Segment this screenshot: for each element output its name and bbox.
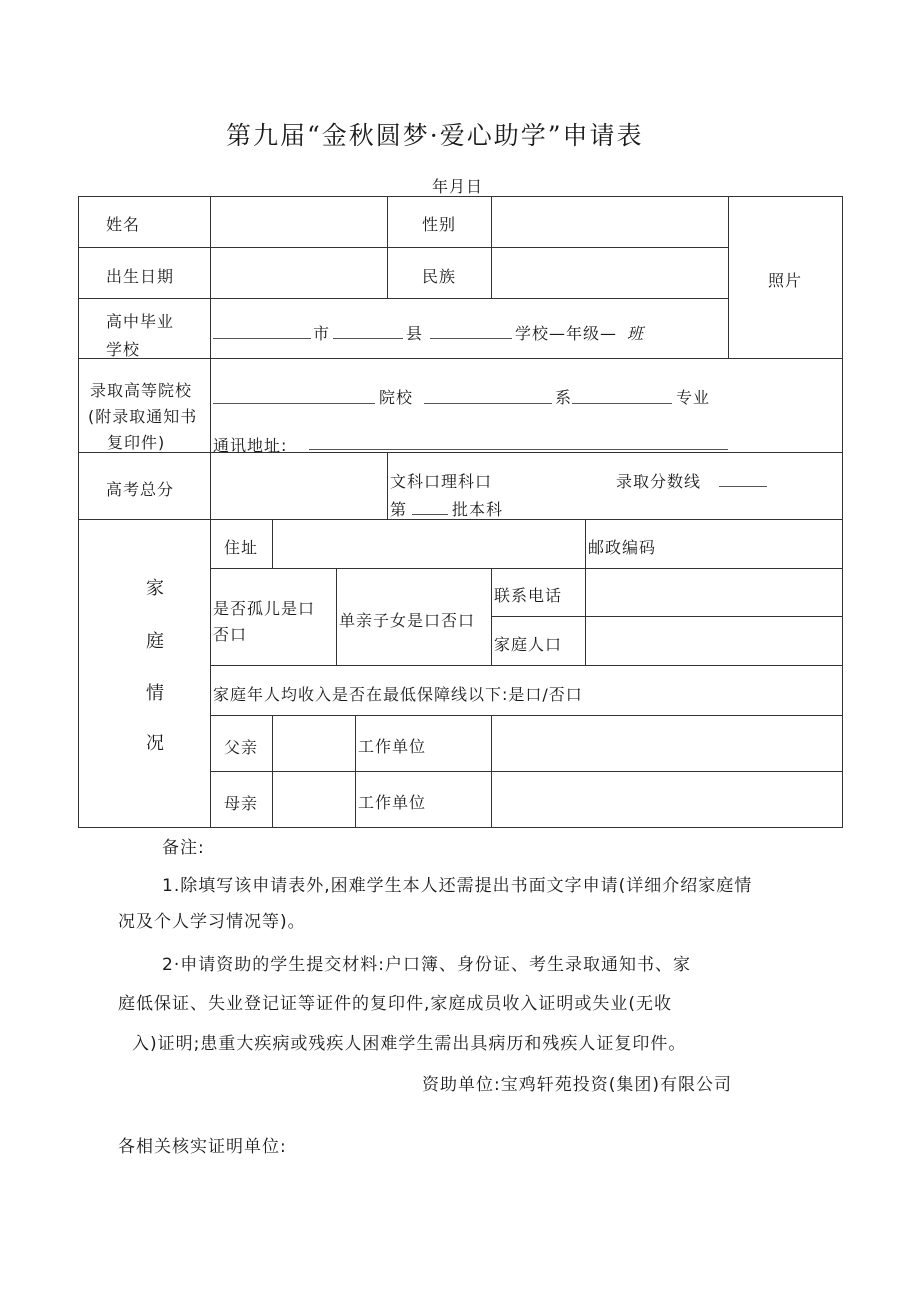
name-field[interactable] [212, 198, 385, 245]
note-2-line-1: 2·申请资助的学生提交材料:户口簿、身份证、考生录取通知书、家 [162, 955, 691, 975]
batch-blank[interactable] [412, 514, 448, 515]
major-blank[interactable] [572, 403, 672, 404]
phone-label: 联系电话 [494, 586, 563, 605]
family-label-char-3: 情 [146, 683, 165, 704]
mother-label: 母亲 [224, 794, 259, 813]
gender-field[interactable] [493, 198, 726, 245]
household-size-label: 家庭人口 [494, 635, 563, 654]
exam-score-field[interactable] [212, 454, 385, 517]
track-choice[interactable]: 文科口理科口 [390, 472, 493, 491]
admission-label: 录取高等院校 [90, 381, 193, 400]
exam-score-label: 高考总分 [106, 480, 175, 499]
note-2-line-2: 庭低保证、失业登记证等证件的复印件,家庭成员收入证明或失业(无收 [118, 994, 673, 1014]
name-label: 姓名 [106, 215, 141, 234]
photo-label: 照片 [768, 271, 803, 290]
family-label-char-1: 家 [146, 578, 165, 599]
orphan-question[interactable]: 是否孤儿是口 [213, 599, 316, 618]
household-size-field[interactable] [587, 618, 840, 663]
address-blank[interactable] [309, 449, 728, 450]
single-parent-question[interactable]: 单亲子女是口否口 [339, 611, 476, 630]
father-name-field[interactable] [274, 717, 353, 769]
income-question[interactable]: 家庭年人均收入是否在最低保障线以下:是口/否口 [213, 685, 583, 704]
notes-heading: 备注: [162, 838, 205, 858]
college-label: 院校 [379, 388, 414, 407]
high-school-label-2: 学校 [106, 340, 141, 359]
hs-county-blank[interactable] [333, 338, 403, 339]
hs-city-blank[interactable] [213, 338, 311, 339]
hs-school-grade-label: 学校—年级— [515, 324, 618, 343]
page-title: 第九届“金秋圆梦·爱心助学”申请表 [226, 121, 644, 150]
date-line: 年月日 [432, 177, 484, 196]
birth-date-field[interactable] [212, 249, 385, 296]
batch-prefix: 第 [390, 500, 408, 519]
high-school-label: 高中毕业 [106, 312, 175, 331]
ethnicity-label: 民族 [422, 267, 457, 286]
verification-line: 各相关核实证明单位: [118, 1137, 287, 1157]
cutoff-blank[interactable] [719, 486, 767, 487]
orphan-question-2[interactable]: 否口 [213, 625, 248, 644]
residence-label: 住址 [224, 538, 259, 557]
photo-box[interactable] [730, 198, 840, 356]
ethnicity-field[interactable] [493, 249, 726, 296]
family-label-char-2: 庭 [146, 631, 165, 652]
department-blank[interactable] [424, 403, 552, 404]
major-label: 专业 [676, 388, 711, 407]
mother-name-field[interactable] [274, 773, 353, 825]
college-blank[interactable] [213, 403, 375, 404]
mother-work-unit-field[interactable] [493, 773, 840, 825]
hs-class-label: 班 [627, 324, 645, 343]
phone-field[interactable] [587, 570, 840, 614]
admission-label-2: (附录取通知书 [88, 407, 198, 426]
sponsor-line: 资助单位:宝鸡轩苑投资(集团)有限公司 [422, 1075, 732, 1095]
birth-date-label: 出生日期 [106, 267, 175, 286]
hs-city-label: 市 [313, 324, 331, 343]
father-work-unit-field[interactable] [493, 717, 840, 769]
postcode-label: 邮政编码 [588, 538, 657, 557]
mother-work-unit-label: 工作单位 [358, 793, 427, 812]
department-label: 系 [555, 388, 573, 407]
gender-label: 性别 [422, 215, 457, 234]
note-1-line-1: 1.除填写该申请表外,困难学生本人还需提出书面文字申请(详细介绍家庭情 [162, 876, 753, 896]
residence-field[interactable] [274, 521, 583, 566]
address-label: 通讯地址: [213, 436, 288, 455]
batch-label: 批本科 [452, 500, 504, 519]
hs-school-blank[interactable] [430, 338, 512, 339]
note-1-line-2: 况及个人学习情况等)。 [118, 912, 306, 932]
hs-county-label: 县 [406, 324, 424, 343]
father-work-unit-label: 工作单位 [358, 737, 427, 756]
admission-label-3: 复印件) [107, 433, 166, 452]
father-label: 父亲 [224, 738, 259, 757]
family-label-char-4: 况 [146, 733, 165, 754]
note-2-line-3: 入)证明;患重大疾病或残疾人困难学生需出具病历和残疾人证复印件。 [132, 1034, 687, 1054]
cutoff-label: 录取分数线 [616, 472, 702, 491]
